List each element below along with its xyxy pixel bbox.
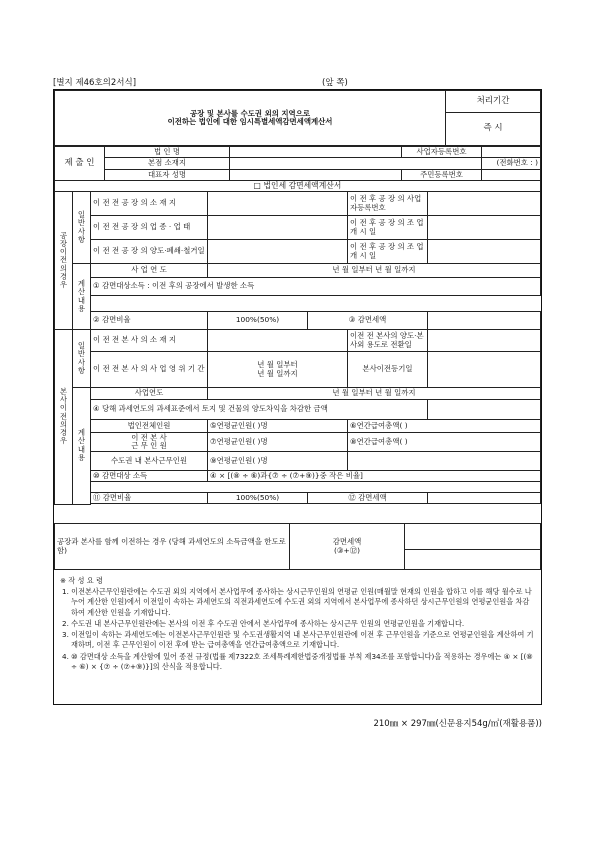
factory-rate-label: ② 감면비율 bbox=[91, 312, 208, 330]
factory-table bbox=[54, 191, 541, 330]
hq-item12-field[interactable] bbox=[428, 493, 541, 504]
biz-reg-no-label: 사업자등록번호 bbox=[402, 147, 482, 158]
factory-r2-left-label: 이 전 전 공 장 의 업 종 · 업 태 bbox=[91, 216, 208, 240]
factory-income-label: ① 감면대상소득 : 이전 후의 공장에서 발생한 소득 bbox=[91, 278, 541, 296]
processing-period-label: 처리기간 bbox=[446, 91, 541, 113]
hq-item12-label: ⑫ 감면세액 bbox=[308, 493, 428, 504]
hq-r2-period-field[interactable]: 년 월 일부터 년 월 일까지 bbox=[208, 352, 348, 388]
hq-general-label: 일반사항 bbox=[73, 330, 91, 388]
hq-r1-left-label: 이 전 전 본 사 의 소 재 지 bbox=[91, 330, 208, 352]
hq-r1-right-label: 이전 전 본사의 양도·본사외 용도로 전환일 bbox=[348, 330, 428, 352]
factory-r1-left-field[interactable] bbox=[208, 192, 348, 216]
hq-period-field[interactable]: 년 월 일부터 년 월 일까지 bbox=[208, 388, 541, 400]
tax-form bbox=[53, 89, 542, 705]
biz-reg-no-field[interactable] bbox=[482, 147, 541, 158]
both-amount-label: 감면세액 (③+⑫) bbox=[290, 524, 405, 570]
resident-no-field[interactable] bbox=[482, 170, 541, 181]
hq-section-label: 본사이전의 경우 bbox=[55, 330, 73, 505]
form-title bbox=[55, 91, 446, 146]
factory-r1-left-label: 이 전 전 공 장 의 소 재 지 bbox=[91, 192, 208, 216]
factory-r2-right-field[interactable] bbox=[428, 216, 541, 240]
hq-r1-right-field[interactable] bbox=[428, 330, 541, 352]
rep-name-label: 대표자 성명 bbox=[105, 170, 230, 181]
hq-r1-left-field[interactable] bbox=[208, 330, 348, 352]
factory-amount-label: ③ 감면세액 bbox=[308, 312, 428, 330]
hq-staff-label: 이 전 본 사 근 무 인 원 bbox=[91, 433, 208, 452]
hq-item9-blank bbox=[348, 452, 541, 471]
page-indicator: (앞 쪽) bbox=[322, 78, 348, 88]
instruction-item: 4. ⑩ 감면대상 소득을 계산함에 있어 종전 규정(법률 제7322호 조세특례제한법중개정법률 부칙 제34조를 포함합니다)을 적용하는 경우에는 ④ × [(⑧ ÷ ⑥) × {⑦ ÷ (⑦+⑨)}]의 산식을 적용합니다. bbox=[62, 651, 533, 671]
hq-item7-field[interactable]: ⑦연평균인원( )명 bbox=[208, 433, 348, 452]
factory-r3-right-field[interactable] bbox=[428, 240, 541, 264]
hq-item10-label: ⑩ 감면대상 소득 bbox=[91, 471, 208, 482]
hq-item6-field[interactable]: ⑥연간급여총액( ) bbox=[348, 420, 541, 433]
factory-period-label: 사 업 연 도 bbox=[91, 264, 208, 278]
instructions bbox=[54, 572, 541, 677]
factory-r3-left-label: 이 전 전 공 장 의 양도·폐쇄·철거일 bbox=[91, 240, 208, 264]
both-table bbox=[54, 523, 541, 570]
instructions-heading: ※ 작 성 요 령 bbox=[60, 576, 103, 585]
title-table bbox=[54, 90, 541, 146]
corp-staff-label: 법인전체인원 bbox=[91, 420, 208, 433]
factory-amount-field[interactable] bbox=[428, 312, 541, 330]
factory-r3-right-label: 이 전 후 공 장 의 조 업 개 시 일 bbox=[348, 240, 428, 264]
form-number: [별지 제46호의2서식] bbox=[53, 78, 137, 88]
hq-calc-label: 계산내용 bbox=[73, 388, 91, 505]
factory-section-label: 공장이전의 경우 bbox=[55, 192, 73, 330]
factory-r1-right-label: 이 전 후 공 장 의 사업자등록번호 bbox=[348, 192, 428, 216]
factory-r1-right-field[interactable] bbox=[428, 192, 541, 216]
hq-item4-label: ④ 당해 과세연도의 과세표준에서 토지 및 건물의 양도차익을 차감한 금액 bbox=[91, 400, 428, 420]
paper-spec-footer: 210㎜ × 297㎜(신문용지54g/㎡(재활용품)) bbox=[373, 719, 542, 729]
phone-field[interactable]: (전화번호 : ) bbox=[482, 158, 541, 170]
hq-r2-right-label: 본사이전등기일 bbox=[348, 352, 428, 388]
factory-r2-right-label: 이 전 후 공 장 의 조 업 개 시 일 bbox=[348, 216, 428, 240]
hq-item9-field[interactable]: ⑨연평균인원( )명 bbox=[208, 452, 348, 471]
instruction-item: 2. 수도권 내 본사근무인원란에는 본사의 이전 후 수도권 안에서 본사업무에 종사하는 상시근무 인원의 연평균인원을 기재합니다. bbox=[62, 618, 465, 628]
instruction-item: 3. 이전일이 속하는 과세연도에는 이전본사근무인원란 및 수도권생활지역 내 본사근무인원란에 이전 후 근무인원을 기준으로 연평균인원을 계산하여 기재하며, 이전 후 근무인원이 이전 후에 받는 급여총액을 연간급여총액으로 기재합니다. bbox=[62, 630, 534, 650]
factory-income-field[interactable] bbox=[91, 296, 541, 312]
hq-r2-left-label: 이 전 전 본 사 의 사 업 영 위 기 간 bbox=[91, 352, 208, 388]
submitter-label: 제 출 인 bbox=[55, 147, 105, 181]
factory-period-field[interactable]: 년 월 일부터 년 월 일까지 bbox=[208, 264, 541, 278]
factory-r2-left-field[interactable] bbox=[208, 216, 348, 240]
factory-rate-value: 100%(50%) bbox=[208, 312, 308, 330]
factory-r3-left-field[interactable] bbox=[208, 240, 348, 264]
form-title-line1: 공장 및 본사를 수도권 외의 지역으로 bbox=[190, 108, 310, 118]
corp-name-label: 법 인 명 bbox=[105, 147, 230, 158]
hq-address-field[interactable] bbox=[230, 158, 482, 170]
hq-item8-field[interactable]: ⑧연간급여총액( ) bbox=[348, 433, 541, 452]
hq-item11-label: ⑪ 감면비율 bbox=[91, 493, 208, 504]
calc-section-title: □ 법인세 감면세액계산서 bbox=[55, 181, 541, 192]
hq-period-label: 사업연도 bbox=[91, 388, 208, 400]
rep-name-field[interactable] bbox=[230, 170, 402, 181]
hq-spacer bbox=[91, 504, 541, 505]
both-amount-field-2[interactable] bbox=[405, 550, 541, 570]
both-label: 공장과 본사를 함께 이전하는 경우 (당해 과세연도의 소득금액을 한도로 함) bbox=[55, 524, 290, 570]
corp-name-field[interactable] bbox=[230, 147, 402, 158]
instruction-item: 1. 이전본사근무인원란에는 수도권 외의 지역에서 본사업무에 종사하는 상시근무인원의 연평균 인원(매월말 현재의 인원을 합하고 이를 해당 월수로 나누어 계산한 인원)에서 이전일이 속하는 과세연도의 직전과세연도에 수도권 외의 지역에서 본사업무에 종사하던 상시근무인원의 연평균인원을 차감하여 계산한 인원을 기재합니다. bbox=[62, 587, 532, 617]
resident-no-label: 주민등록번호 bbox=[402, 170, 482, 181]
hq-item10-field[interactable] bbox=[91, 482, 541, 493]
hq-address-label: 본점 소재지 bbox=[105, 158, 230, 170]
hq-table bbox=[54, 329, 541, 505]
hq-item10-formula: ④ × [(⑧ ÷ ⑥)과{⑦ ÷ (⑦+⑨)}중 작은 비율] bbox=[208, 471, 541, 482]
hq-item11-value: 100%(50%) bbox=[208, 493, 308, 504]
hq-item4-field[interactable] bbox=[428, 400, 541, 420]
submitter-table bbox=[54, 146, 541, 192]
factory-calc-label: 계산내용 bbox=[73, 264, 91, 330]
form-title-line2: 이전하는 법인에 대한 임시특별세액감면세액계산서 bbox=[167, 117, 333, 126]
factory-general-label: 일반사항 bbox=[73, 192, 91, 264]
metro-staff-label: 수도권 내 본사근무인원 bbox=[91, 452, 208, 471]
hq-r2-right-field[interactable] bbox=[428, 352, 541, 388]
hq-item5-field[interactable]: ⑤연평균인원( )명 bbox=[208, 420, 348, 433]
both-amount-field[interactable] bbox=[405, 524, 541, 550]
processing-period-value: 즉 시 bbox=[446, 113, 541, 146]
